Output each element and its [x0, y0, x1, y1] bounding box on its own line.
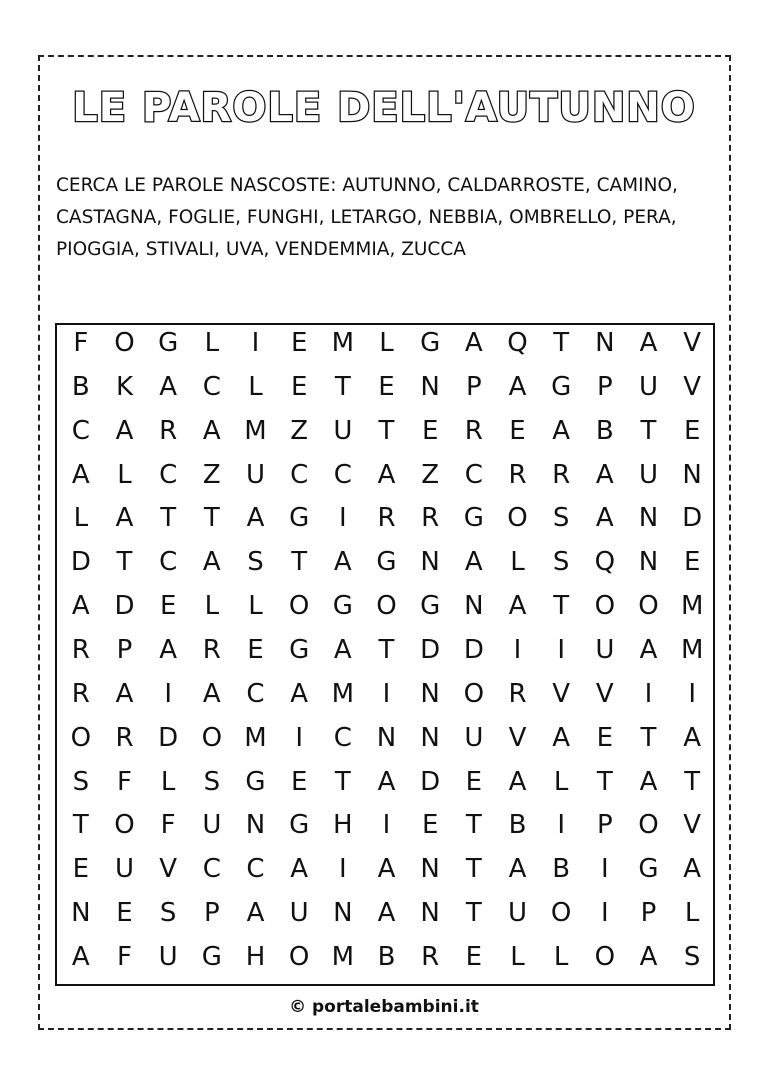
grid-letter: A [333, 547, 352, 578]
grid-letter: S [159, 898, 177, 929]
grid-letter: E [683, 547, 701, 578]
grid-letter: N [420, 371, 440, 402]
grid-letter: I [251, 327, 260, 358]
grid-row [57, 805, 713, 845]
grid-letter: B [552, 854, 571, 885]
grid-letter: A [246, 898, 265, 929]
grid-letter: A [683, 722, 702, 753]
grid-letter: N [245, 810, 266, 841]
grid-letter: E [290, 371, 308, 402]
page-title: LE PAROLE DELL'AUTUNNO [72, 85, 696, 131]
grid-letter: A [377, 898, 396, 929]
grid-letter: F [117, 766, 132, 797]
grid-letter: D [158, 722, 179, 753]
grid-row [57, 586, 713, 626]
grid-letter: A [115, 678, 134, 709]
grid-letter: G [289, 810, 310, 841]
grid-letter: U [158, 942, 178, 973]
grid-letter: V [552, 678, 571, 709]
grid-letter: S [552, 503, 570, 534]
grid-letter: R [115, 722, 134, 753]
grid-letter: A [202, 547, 221, 578]
grid-letter: L [204, 591, 220, 622]
grid-letter: R [159, 415, 178, 446]
grid-letter: U [245, 459, 266, 490]
grid-letter: C [333, 722, 352, 753]
grid-letter: S [552, 547, 570, 578]
grid-row [57, 718, 713, 758]
grid-letter: O [638, 810, 659, 841]
grid-letter: T [378, 415, 395, 446]
grid-letter: C [464, 459, 483, 490]
grid-letter: C [290, 459, 309, 490]
grid-letter: U [114, 854, 135, 885]
grid-letter: A [639, 766, 658, 797]
grid-letter: P [640, 898, 657, 929]
grid-row [57, 455, 713, 495]
grid-letter: C [202, 854, 221, 885]
grid-letter: I [644, 678, 653, 709]
grid-letter: S [683, 942, 701, 973]
grid-letter: V [683, 327, 702, 358]
grid-letter: U [464, 722, 484, 753]
grid-letter: N [682, 459, 702, 490]
grid-letter: I [338, 503, 347, 534]
grid-letter: A [595, 503, 614, 534]
grid-letter: F [160, 810, 176, 841]
grid-row [57, 630, 713, 670]
grid-letter: E [465, 942, 483, 973]
grid-letter: F [73, 327, 89, 358]
grid-letter: A [377, 766, 396, 797]
grid-letter: I [557, 810, 565, 841]
grid-letter: G [376, 547, 397, 578]
grid-letter: I [688, 678, 696, 709]
grid-row [57, 542, 713, 582]
grid-letter: A [508, 591, 527, 622]
grid-letter: R [508, 678, 527, 709]
grid-letter: T [203, 503, 220, 534]
grid-letter: E [72, 854, 90, 885]
grid-letter: S [247, 547, 264, 578]
grid-letter: E [509, 415, 526, 446]
grid-letter: T [334, 766, 351, 797]
grid-letter: A [552, 722, 571, 753]
grid-letter: L [684, 898, 700, 929]
grid-letter: G [638, 854, 659, 885]
grid-letter: L [379, 327, 394, 358]
grid-letter: L [73, 503, 89, 534]
grid-letter: T [684, 766, 701, 797]
grid-letter: H [333, 810, 353, 841]
grid-letter: U [289, 898, 309, 929]
grid-letter: O [376, 591, 397, 622]
grid-letter: Z [421, 459, 440, 490]
grid-letter: L [510, 942, 525, 973]
grid-letter: N [638, 503, 659, 534]
grid-letter: T [334, 371, 351, 402]
grid-letter: G [332, 591, 353, 622]
grid-letter: A [71, 591, 90, 622]
grid-letter: S [72, 766, 90, 797]
grid-letter: I [382, 678, 391, 709]
grid-letter: N [420, 722, 440, 753]
grid-letter: M [331, 942, 355, 973]
grid-letter: T [72, 810, 89, 841]
grid-letter: E [421, 810, 439, 841]
grid-letter: T [640, 722, 657, 753]
grid-letter: G [289, 503, 310, 534]
grid-letter: E [683, 415, 701, 446]
grid-letter: N [595, 327, 615, 358]
grid-letter: M [244, 415, 267, 446]
grid-letter: A [290, 854, 309, 885]
grid-letter: T [465, 854, 482, 885]
grid-row [57, 674, 713, 714]
instructions-text: CERCA LE PAROLE NASCOSTE: AUTUNNO, CALDARROSTE, CAMINO, CASTAGNA, FOGLIE, FUNGHI, LETARGO, NEBBIA, OMBRELLO, PERA, PIOGGIA, STIVALI, UVA, VENDEMMIA, ZUCCA [56, 175, 678, 260]
grid-letter: O [70, 722, 92, 753]
grid-letter: L [248, 371, 263, 402]
grid-letter: N [376, 722, 397, 753]
grid-letter: N [333, 898, 353, 929]
grid-letter: T [553, 591, 570, 622]
grid-letter: L [117, 459, 132, 490]
grid-letter: D [463, 635, 484, 665]
grid-letter: I [382, 810, 391, 841]
grid-letter: F [117, 942, 132, 973]
grid-letter: A [508, 766, 527, 797]
grid-letter: Q [594, 547, 616, 578]
grid-letter: T [160, 503, 177, 534]
grid-letter: M [680, 635, 704, 665]
grid-letter: T [465, 898, 482, 929]
grid-letter: I [164, 678, 172, 709]
grid-letter: R [508, 459, 527, 490]
grid-letter: A [115, 415, 134, 446]
grid-letter: D [70, 547, 91, 578]
grid-letter: A [639, 327, 658, 358]
grid-letter: G [463, 503, 484, 534]
grid-letter: R [421, 503, 440, 534]
grid-letter: I [295, 722, 303, 753]
grid-letter: P [203, 898, 220, 929]
grid-letter: A [202, 415, 221, 446]
grid-letter: R [552, 459, 571, 490]
grid-letter: G [289, 635, 310, 665]
grid-letter: M [331, 327, 355, 358]
grid-letter: G [420, 591, 441, 622]
grid-letter: A [377, 459, 396, 490]
grid-letter: A [71, 942, 90, 973]
grid-letter: T [640, 415, 657, 446]
grid-letter: D [114, 591, 135, 622]
grid-letter: N [420, 898, 440, 929]
grid-letter: O [114, 327, 135, 358]
grid-letter: C [202, 371, 221, 402]
grid-letter: A [202, 678, 221, 709]
grid-letter: L [160, 766, 176, 797]
grid-letter: A [595, 459, 614, 490]
grid-letter: T [291, 547, 308, 578]
grid-letter: A [508, 854, 527, 885]
grid-letter: I [557, 635, 565, 665]
grid-letter: A [333, 635, 352, 665]
grid-letter: E [290, 327, 308, 358]
grid-letter: L [510, 547, 525, 578]
grid-letter: V [159, 854, 178, 885]
grid-letter: A [639, 942, 658, 973]
grid-letter: U [333, 415, 353, 446]
grid-letter: E [116, 898, 133, 929]
grid-letter: P [116, 635, 133, 665]
grid-letter: T [465, 810, 482, 841]
grid-letter: C [333, 459, 352, 490]
grid-letter: A [159, 371, 178, 402]
grid-row [57, 411, 713, 451]
grid-letter: A [71, 459, 90, 490]
grid-letter: R [71, 678, 90, 709]
grid-letter: C [159, 547, 178, 578]
grid-letter: A [464, 547, 483, 578]
grid-row [57, 498, 713, 538]
grid-letter: V [595, 678, 614, 709]
grid-letter: R [202, 635, 221, 665]
grid-letter: A [377, 854, 396, 885]
grid-letter: Z [202, 459, 221, 490]
grid-letter: V [683, 371, 702, 402]
grid-letter: P [465, 371, 482, 402]
grid-letter: M [244, 722, 267, 753]
grid-letter: E [290, 766, 308, 797]
grid-letter: D [420, 635, 441, 665]
grid-letter: A [552, 415, 571, 446]
grid-letter: T [116, 547, 133, 578]
grid-letter: L [553, 766, 569, 797]
grid-letter: C [71, 415, 90, 446]
grid-letter: T [596, 766, 613, 797]
grid-letter: M [331, 678, 355, 709]
copyright-footer: © portalebambini.it [289, 997, 479, 1017]
grid-letter: B [71, 371, 90, 402]
grid-letter: E [247, 635, 264, 665]
grid-letter: D [682, 503, 703, 534]
grid-row [57, 762, 713, 802]
grid-letter: L [553, 942, 569, 973]
grid-letter: P [596, 810, 613, 841]
grid-row [57, 849, 713, 889]
grid-letter: P [596, 371, 613, 402]
grid-letter: Z [290, 415, 309, 446]
grid-letter: E [159, 591, 177, 622]
grid-letter: N [464, 591, 484, 622]
grid-letter: T [378, 635, 395, 665]
grid-letter: A [115, 503, 134, 534]
grid-letter: O [638, 591, 659, 622]
grid-letter: E [378, 371, 395, 402]
grid-letter: O [463, 678, 485, 709]
grid-letter: A [464, 327, 483, 358]
grid-letter: N [420, 854, 440, 885]
grid-letter: U [507, 898, 528, 929]
grid-letter: O [594, 942, 616, 973]
grid-row [57, 893, 713, 933]
grid-row [57, 323, 713, 363]
grid-letter: O [114, 810, 135, 841]
grid-letter: U [595, 635, 615, 665]
grid-letter: C [246, 854, 265, 885]
grid-letter: L [248, 591, 263, 622]
grid-letter: I [513, 635, 522, 665]
grid-letter: C [159, 459, 178, 490]
grid-letter: G [245, 766, 266, 797]
grid-letter: O [288, 942, 310, 973]
grid-letter: G [551, 371, 572, 402]
grid-letter: A [246, 503, 265, 534]
grid-letter: K [115, 371, 134, 402]
grid-letter: D [420, 766, 441, 797]
grid-letter: R [377, 503, 396, 534]
grid-letter: A [508, 371, 527, 402]
grid-letter: B [595, 415, 614, 446]
grid-letter: B [508, 810, 527, 841]
grid-letter: U [638, 371, 659, 402]
grid-letter: H [245, 942, 266, 973]
grid-row [57, 937, 713, 977]
grid-letter: I [338, 854, 347, 885]
word-search-grid [55, 323, 715, 986]
grid-letter: O [288, 591, 310, 622]
grid-letter: V [683, 810, 702, 841]
grid-letter: E [596, 722, 614, 753]
grid-letter: V [508, 722, 527, 753]
grid-letter: Q [507, 327, 528, 358]
grid-letter: N [420, 678, 440, 709]
grid-letter: R [71, 635, 90, 665]
grid-letter: G [201, 942, 222, 973]
grid-letter: R [421, 942, 440, 973]
grid-letter: S [203, 766, 221, 797]
grid-letter: N [420, 547, 440, 578]
grid-letter: A [159, 635, 178, 665]
grid-letter: A [290, 678, 309, 709]
grid-letter: I [600, 898, 609, 929]
grid-row [57, 367, 713, 407]
grid-letter: G [158, 327, 179, 358]
grid-letter: N [71, 898, 91, 929]
grid-letter: O [594, 591, 616, 622]
grid-letter: U [638, 459, 659, 490]
grid-letter: N [638, 547, 659, 578]
grid-letter: L [204, 327, 220, 358]
grid-letter: E [421, 415, 439, 446]
grid-letter: O [550, 898, 572, 929]
grid-letter: U [202, 810, 222, 841]
grid-letter: O [201, 722, 223, 753]
grid-letter: C [246, 678, 265, 709]
grid-letter: A [639, 635, 658, 665]
grid-letter: R [464, 415, 483, 446]
grid-letter: M [680, 591, 704, 622]
grid-letter: T [553, 327, 570, 358]
grid-letter: A [683, 854, 702, 885]
grid-letter: B [377, 942, 396, 973]
grid-letter: O [507, 503, 528, 534]
grid-letter: I [600, 854, 609, 885]
grid-letter: E [465, 766, 483, 797]
grid-letter: G [420, 327, 441, 358]
